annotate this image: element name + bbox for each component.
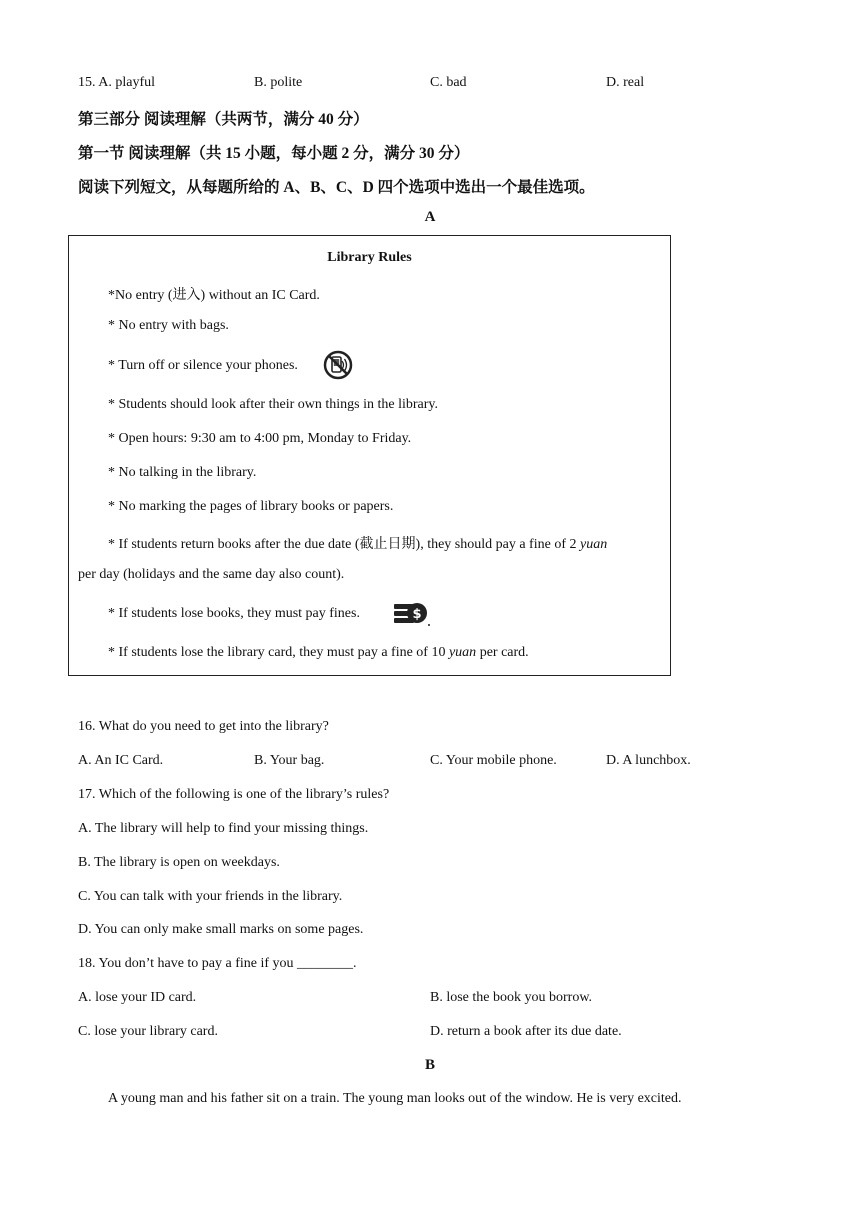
rules-title: Library Rules: [327, 250, 412, 265]
q18-stem: 18. You don’t have to pay a fine if you ________.: [78, 956, 357, 971]
q17-option-c: C. You can talk with your friends in the library.: [78, 889, 343, 904]
rule-10-text-end: per card.: [476, 645, 529, 660]
rule-8-yuan: yuan: [580, 537, 608, 552]
rule-8-continued: per day (holidays and the same day also count).: [78, 567, 345, 582]
rule-1: *No entry (进入) without an IC Card.: [108, 288, 320, 303]
q17-option-a: A. The library will help to find your missing things.: [78, 821, 369, 836]
q15-option-c: C. bad: [430, 75, 467, 90]
section1-title: 第一节 阅读理解（共 15 小题，每小题 2 分，满分 30 分）: [78, 145, 470, 162]
q15-option-a: 15. A. playful: [78, 75, 155, 90]
rule-8: [108, 533, 607, 553]
no-phone-icon: [322, 349, 354, 381]
instructions: 阅读下列短文，从每题所给的 A、B、C、D 四个选项中选出一个最佳选项。: [78, 179, 595, 196]
q18-option-b: B. lose the book you borrow.: [430, 990, 593, 1005]
rule-10-text: * If students lose the library card, they must pay a fine of 10: [108, 645, 449, 660]
q17-stem: 17. Which of the following is one of the library’s rules?: [78, 787, 390, 802]
q16-option-c: C. Your mobile phone.: [430, 753, 557, 768]
rule-5: * Open hours: 9:30 am to 4:00 pm, Monday to Friday.: [108, 431, 412, 446]
money-fine-icon: [392, 600, 432, 628]
svg-text:$: $: [412, 607, 422, 622]
q16-option-a: A. An IC Card.: [78, 753, 164, 768]
passage-b-label: B: [424, 1057, 435, 1073]
q16-stem: 16. What do you need to get into the library?: [78, 719, 329, 734]
q16-option-d: D. A lunchbox.: [606, 753, 691, 768]
rule-3: * Turn off or silence your phones.: [108, 358, 298, 373]
q18-option-c: C. lose your library card.: [78, 1024, 218, 1039]
q17-option-d: D. You can only make small marks on some pages.: [78, 922, 364, 937]
q18-option-d: D. return a book after its due date.: [430, 1024, 622, 1039]
q18-option-a: A. lose your ID card.: [78, 990, 197, 1005]
rule-8-text: * If students return books after the due date (截止日期), they should pay a fine of 2: [108, 537, 580, 552]
passage-b-first-line: A young man and his father sit on a train. The young man looks out of the window. He is very excited.: [108, 1091, 682, 1106]
rule-9: * If students lose books, they must pay fines.: [108, 606, 360, 621]
rule-10: [108, 645, 529, 661]
rule-2: * No entry with bags.: [108, 318, 229, 333]
passage-a-label: A: [424, 209, 436, 225]
q15-option-d: D. real: [606, 75, 645, 90]
q16-option-b: B. Your bag.: [254, 753, 325, 768]
rule-7: * No marking the pages of library books or papers.: [108, 499, 394, 514]
part3-title: 第三部分 阅读理解（共两节，满分 40 分）: [78, 111, 369, 128]
rule-6: * No talking in the library.: [108, 465, 257, 480]
rule-10-yuan: yuan: [448, 645, 477, 660]
rule-4: * Students should look after their own things in the library.: [108, 397, 438, 412]
q15-option-b: B. polite: [254, 75, 303, 90]
q17-option-b: B. The library is open on weekdays.: [78, 855, 280, 870]
